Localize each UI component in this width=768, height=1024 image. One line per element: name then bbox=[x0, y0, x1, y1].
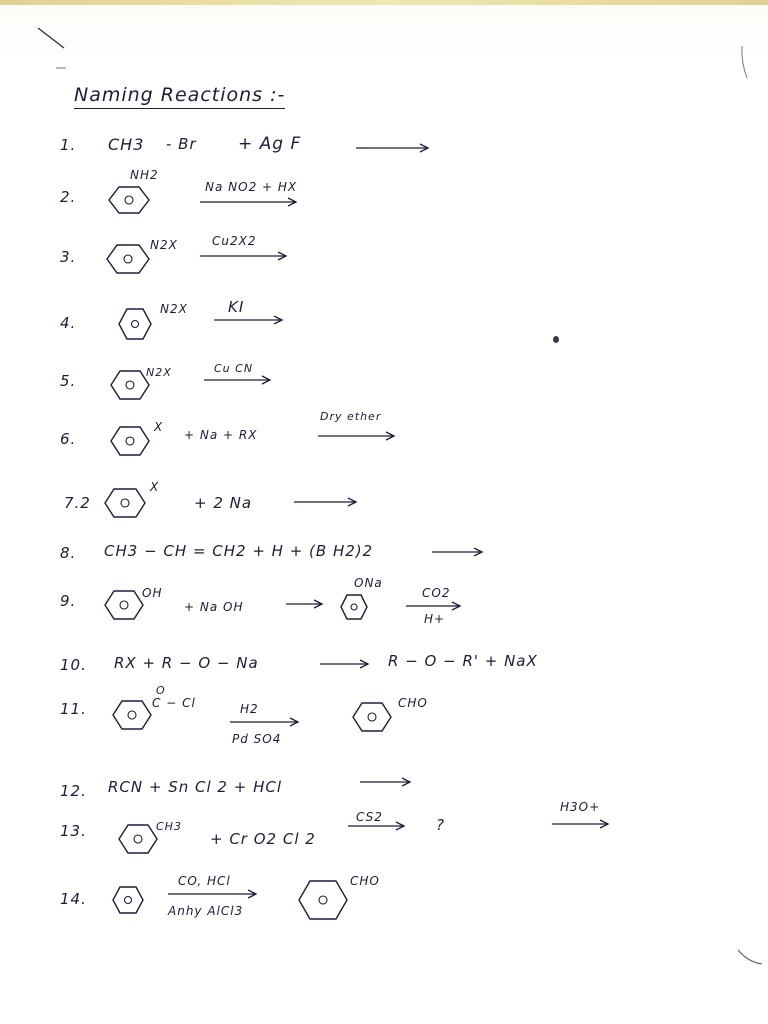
reagent-label: Dry ether bbox=[320, 410, 382, 423]
reagent-catalyst: Anhy AlCl3 bbox=[168, 904, 244, 918]
reaction-arrow bbox=[406, 602, 464, 612]
reactant-methyl: CH3 bbox=[108, 135, 145, 154]
benzene-ring bbox=[110, 426, 150, 456]
benzene-ring bbox=[118, 308, 152, 340]
substituent-hydroxyl: OH bbox=[142, 586, 163, 600]
bottom-stroke-mark bbox=[736, 948, 766, 968]
benzene-ring bbox=[106, 244, 150, 274]
reaction-14 bbox=[0, 874, 768, 934]
reagent-catalyst: Pd SO4 bbox=[232, 732, 282, 746]
benzene-ring bbox=[112, 886, 144, 914]
reagent-label: Na NO2 + HX bbox=[205, 180, 298, 194]
reaction-arrow bbox=[360, 778, 414, 788]
reagent-sodium-hydroxide: + Na OH bbox=[184, 600, 244, 614]
reaction-equation: CH3 − CH = CH2 + H + (B H2)2 bbox=[104, 542, 374, 560]
reaction-number: 2. bbox=[60, 188, 77, 206]
reaction-number: 11. bbox=[60, 700, 87, 718]
benzene-ring bbox=[108, 186, 150, 214]
reagent-chromyl-chloride: + Cr O2 Cl 2 bbox=[210, 830, 316, 848]
benzene-ring bbox=[110, 370, 150, 400]
reactants: RX + R − O − Na bbox=[114, 654, 259, 672]
corner-stroke-mark bbox=[36, 26, 76, 76]
substituent-diazonium: N2X bbox=[150, 238, 178, 252]
reaction-arrow bbox=[318, 432, 398, 442]
reaction-7 bbox=[0, 478, 768, 538]
reaction-number: 1. bbox=[60, 136, 77, 154]
reaction-number: 4. bbox=[60, 314, 77, 332]
reaction-9 bbox=[0, 574, 768, 634]
reaction-arrow bbox=[348, 822, 408, 832]
reaction-number: 10. bbox=[60, 656, 87, 674]
reagent-label: Cu2X2 bbox=[212, 234, 257, 248]
reagent-silver-fluoride: + Ag F bbox=[238, 134, 302, 154]
products: R − O − R' + NaX bbox=[388, 652, 538, 670]
reaction-arrow bbox=[230, 718, 302, 728]
reaction-number: 8. bbox=[60, 544, 77, 562]
reaction-number: 13. bbox=[60, 822, 87, 840]
reaction-arrow bbox=[200, 198, 300, 208]
product-substituent: CHO bbox=[398, 696, 428, 710]
reactant-bromide: - Br bbox=[166, 135, 197, 153]
product-substituent: ONa bbox=[354, 576, 383, 590]
reagent-acid: H+ bbox=[424, 612, 446, 626]
reaction-13 bbox=[0, 800, 768, 866]
reaction-number: 3. bbox=[60, 248, 77, 266]
benzene-ring bbox=[298, 880, 348, 920]
reagent-label: KI bbox=[228, 298, 245, 316]
substituent-halogen: X bbox=[154, 420, 164, 434]
reaction-number: 14. bbox=[60, 890, 87, 908]
reaction-number: 12. bbox=[60, 782, 87, 800]
margin-stroke-mark bbox=[738, 44, 754, 84]
substituent-acyl-chloride: C − Cl bbox=[152, 696, 196, 710]
reagent-label: Cu CN bbox=[214, 362, 254, 375]
unknown-product: ? bbox=[436, 816, 445, 834]
page-title: Naming Reactions :- bbox=[74, 84, 285, 109]
reaction-arrow bbox=[432, 548, 486, 558]
reactant-sodium: + 2 Na bbox=[194, 494, 253, 512]
reactants-sodium-alkylhalide: + Na + RX bbox=[184, 428, 258, 442]
reaction-arrow bbox=[214, 316, 286, 326]
reaction-arrow bbox=[168, 890, 260, 900]
reagent-gattermann-koch: CO, HCl bbox=[178, 874, 231, 888]
reaction-number: 6. bbox=[60, 430, 77, 448]
reaction-11 bbox=[0, 686, 768, 746]
reaction-arrow bbox=[552, 820, 612, 830]
reaction-number: 5. bbox=[60, 372, 77, 390]
reaction-3 bbox=[0, 232, 768, 292]
reagent-hydronium: H3O+ bbox=[560, 800, 601, 814]
reaction-arrow bbox=[294, 498, 360, 508]
benzene-ring bbox=[104, 590, 144, 620]
substituent-diazonium: N2X bbox=[146, 366, 172, 379]
substituent-amine: NH2 bbox=[130, 168, 159, 182]
reaction-number: 7.2 bbox=[64, 494, 91, 512]
reagent-hydrogen: H2 bbox=[240, 702, 259, 716]
carbonyl-oxygen: O bbox=[156, 684, 166, 697]
reagent-carbon-dioxide: CO2 bbox=[422, 586, 451, 600]
reaction-arrow bbox=[204, 376, 274, 386]
substituent-methyl: CH3 bbox=[156, 820, 182, 833]
reaction-arrow bbox=[286, 600, 326, 610]
reaction-number: 9. bbox=[60, 592, 77, 610]
reaction-6 bbox=[0, 410, 768, 470]
reaction-2 bbox=[0, 168, 768, 228]
reagent-solvent: CS2 bbox=[356, 810, 383, 824]
product-substituent: CHO bbox=[350, 874, 380, 888]
benzene-ring bbox=[112, 700, 152, 730]
reaction-arrow bbox=[356, 144, 430, 154]
benzene-ring bbox=[118, 824, 158, 854]
page-top-edge bbox=[0, 0, 768, 5]
reaction-arrow bbox=[200, 252, 290, 262]
reaction-4 bbox=[0, 296, 768, 356]
reaction-arrow bbox=[320, 660, 372, 670]
benzene-ring bbox=[104, 488, 146, 518]
substituent-halogen: X bbox=[150, 480, 160, 494]
benzene-ring bbox=[352, 702, 392, 732]
substituent-diazonium: N2X bbox=[160, 302, 188, 316]
benzene-ring bbox=[340, 594, 368, 620]
reaction-equation: RCN + Sn Cl 2 + HCl bbox=[108, 778, 282, 796]
